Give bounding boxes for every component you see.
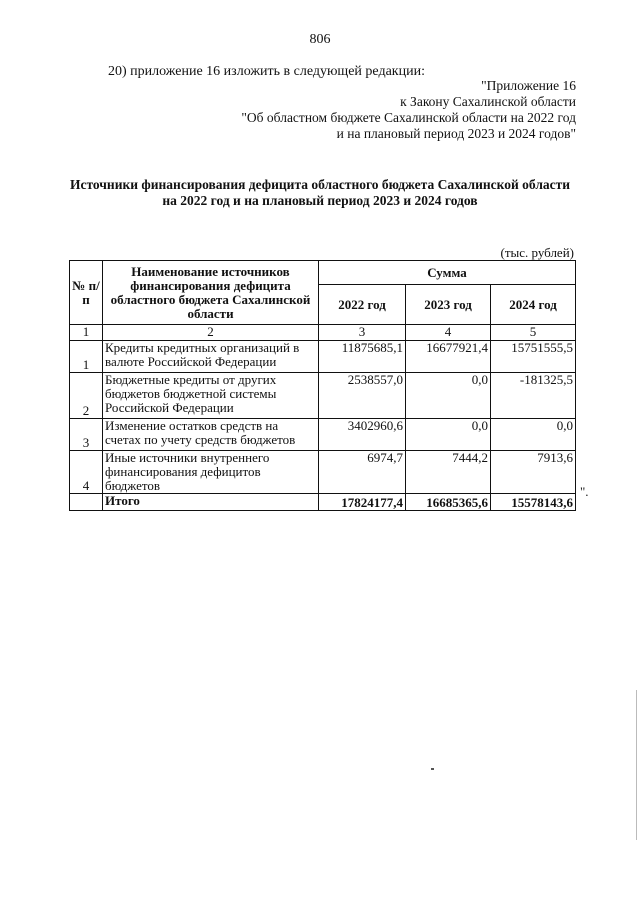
header-name: Наименование источников финансирования дефицита областного бюджета Сахалинской области — [103, 261, 319, 325]
appendix-line: "Приложение 16 — [481, 78, 576, 93]
table-row — [70, 451, 576, 494]
value-2023: 16677921,4 — [406, 341, 491, 373]
header-sum: Сумма — [319, 261, 576, 285]
page-number: 806 — [309, 32, 331, 47]
row-number: 2 — [70, 373, 103, 419]
value-2022: 11875685,1 — [319, 341, 406, 373]
index-cell: 3 — [319, 325, 406, 341]
scan-edge-line — [636, 690, 637, 840]
row-name: Кредиты кредитных организаций в валюте Российской Федерации — [103, 341, 319, 373]
row-name: Иные источники внутреннего финансирования дефицитов бюджетов — [103, 451, 319, 494]
document-title — [60, 177, 580, 209]
total-number — [70, 494, 103, 511]
scan-speck — [431, 768, 434, 770]
value-2022: 3402960,6 — [319, 419, 406, 451]
total-2022: 17824177,4 — [319, 494, 406, 511]
title-line: Источники финансирования дефицита областного бюджета Сахалинской области — [69, 177, 571, 192]
title-line: на 2022 год и на плановый период 2023 и 2024 годов — [162, 193, 478, 208]
value-2024: 15751555,5 — [491, 341, 576, 373]
value-2024: 7913,6 — [491, 451, 576, 494]
appendix-line: к Закону Сахалинской области — [400, 94, 576, 109]
index-cell: 2 — [103, 325, 319, 341]
sources-table — [69, 260, 576, 511]
row-name: Изменение остатков средств на счетах по учету средств бюджетов — [103, 419, 319, 451]
table-row — [70, 419, 576, 451]
header-no: № п/п — [70, 261, 103, 325]
appendix-line: "Об областном бюджете Сахалинской области на 2022 год — [241, 110, 576, 125]
table-row — [70, 341, 576, 373]
value-2022: 2538557,0 — [319, 373, 406, 419]
header-year: 2023 год — [406, 285, 491, 325]
value-2022: 6974,7 — [319, 451, 406, 494]
value-2024: -181325,5 — [491, 373, 576, 419]
row-number: 3 — [70, 419, 103, 451]
header-year: 2024 год — [491, 285, 576, 325]
index-cell: 1 — [70, 325, 103, 341]
appendix-line: и на плановый период 2023 и 2024 годов" — [336, 126, 576, 141]
table-row — [70, 373, 576, 419]
value-2023: 0,0 — [406, 419, 491, 451]
closing-quote: ". — [580, 484, 589, 499]
total-2024: 15578143,6 — [491, 494, 576, 511]
index-cell: 4 — [406, 325, 491, 341]
value-2024: 0,0 — [491, 419, 576, 451]
total-label: Итого — [103, 494, 319, 511]
value-2023: 7444,2 — [406, 451, 491, 494]
header-year: 2022 год — [319, 285, 406, 325]
row-number: 1 — [70, 341, 103, 373]
intro-text: 20) приложение 16 изложить в следующей редакции: — [108, 64, 425, 79]
row-number: 4 — [70, 451, 103, 494]
value-2023: 0,0 — [406, 373, 491, 419]
appendix-header — [241, 78, 576, 142]
index-row — [70, 325, 576, 341]
total-row — [70, 494, 576, 511]
units-label: (тыс. рублей) — [500, 245, 574, 260]
index-cell: 5 — [491, 325, 576, 341]
row-name: Бюджетные кредиты от других бюджетов бюджетной системы Российской Федерации — [103, 373, 319, 419]
total-2023: 16685365,6 — [406, 494, 491, 511]
